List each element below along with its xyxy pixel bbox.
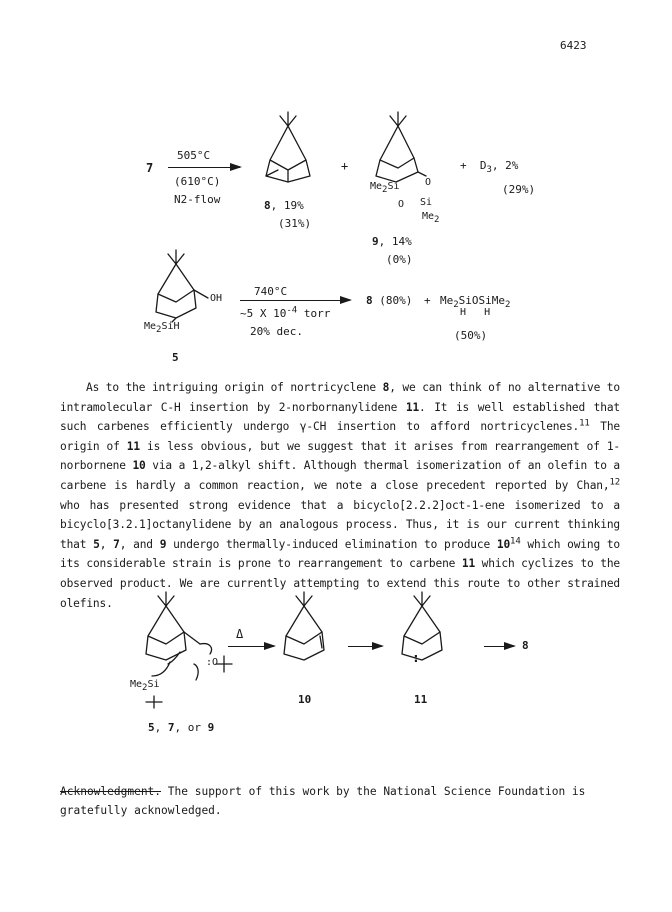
carbene-11-structure <box>396 592 476 672</box>
condition-flow: N2-flow <box>174 193 221 206</box>
product-8-label: 8, 19% <box>264 199 304 212</box>
reaction-arrow-2 <box>240 300 350 301</box>
body-paragraph: As to the intriguing origin of nortricyclene 8, we can think of no alternative to intramolecular C-H insertion by 2-norbornanylidene 11. It is well established that such carbenes efficiently undergo γ-CH insertion to afford nortricyclenes.$^{11}$ The origin of 11 is less obvious, but we suggest that it arises from rearrangement of 1-norbornene 10 via a 1,2-alkyl shift. Although thermal isomerization of an olefin to a carbene is hardly a common reaction, we note a close precedent reported by Chan,$^{12}$ who has presented strong evidence that a bicyclo[2.2.2]oct-1-ene isomerized to a bicyclo[3.2.1]octanylidene by an analogous process. Thus, it is our current thinking that 5, 7, and 9 undergo thermally-induced elimination to produce $10^{14}$ which owing to its considerable strain is prone to rearrangement to carbene 11 which cyclizes to the observed product. We are currently attempting to extend this route to other strained olefins. <box>60 381 621 610</box>
compound-10-label: 10 <box>298 693 312 706</box>
reaction-arrow-5 <box>484 646 514 647</box>
reaction-arrow-3 <box>228 646 274 647</box>
compound-5-label: 5 <box>172 351 179 364</box>
d3-product: + $D_3$, 2% <box>460 159 519 176</box>
compound-9-si: Si <box>420 197 433 208</box>
precursor-structure <box>140 592 240 692</box>
compound-9-me2: $Me_2$ <box>422 211 440 225</box>
condition-temp-alt: (610°C) <box>174 175 221 188</box>
scheme3-product-8: 8 <box>522 639 529 652</box>
plus-sign-2: + <box>424 294 431 307</box>
acknowledgment-text: The support of this work by the National Science Foundation is gratefully acknowledged. <box>60 785 586 817</box>
precursor-o-radical: :O <box>206 657 219 668</box>
condition-temp: 505°C <box>177 149 211 162</box>
condition-pressure: ~5 X $10^{-4}$ torr <box>240 305 331 320</box>
product-9-yield-alt: (0%) <box>386 253 413 266</box>
compound-5-me2sih: $Me_2SiH$ <box>144 321 180 335</box>
precursor-label: 5, 7, or 9 <box>148 721 215 734</box>
acknowledgment <box>60 782 620 820</box>
scheme2-product-8: 8 (80%) <box>366 294 413 307</box>
siloxane-hydrogens: H H <box>460 307 491 318</box>
carbene-dots: : <box>412 651 420 666</box>
precursor-tbu <box>144 694 164 710</box>
siloxane-yield: (50%) <box>454 329 488 342</box>
product-9-label: 9, 14% <box>372 235 412 248</box>
product-8-yield-alt: (31%) <box>278 217 312 230</box>
precursor-me2si: $Me_2Si$ <box>130 679 160 693</box>
compound-5-oh: OH <box>210 293 223 304</box>
compound-9-me2si: $Me_2Si$ <box>370 181 400 195</box>
reaction-arrow-4 <box>348 646 382 647</box>
plus-sign-1: + <box>341 159 349 173</box>
compound-5-structure <box>150 250 230 330</box>
compound-9-o-mid: O <box>398 199 405 210</box>
d3-yield-alt: (29%) <box>502 183 536 196</box>
compound-9-o-top: O <box>425 177 432 188</box>
reaction-arrow-1 <box>168 167 240 168</box>
compound-9-structure <box>370 112 450 195</box>
page-number: 6423 <box>560 39 587 52</box>
norbornene-10-structure <box>278 592 358 672</box>
acknowledgment-heading: Acknowledgment. <box>60 785 162 798</box>
heat-symbol: Δ <box>236 627 244 641</box>
siloxane-formula: $Me_2SiOSiMe_2$ <box>440 294 511 311</box>
nortricyclene-8-structure <box>258 112 318 192</box>
condition-decomp: 20% dec. <box>250 325 303 338</box>
condition-740: 740°C <box>254 285 288 298</box>
reactant-label-7: 7 <box>146 161 154 175</box>
compound-11-label: 11 <box>414 693 428 706</box>
